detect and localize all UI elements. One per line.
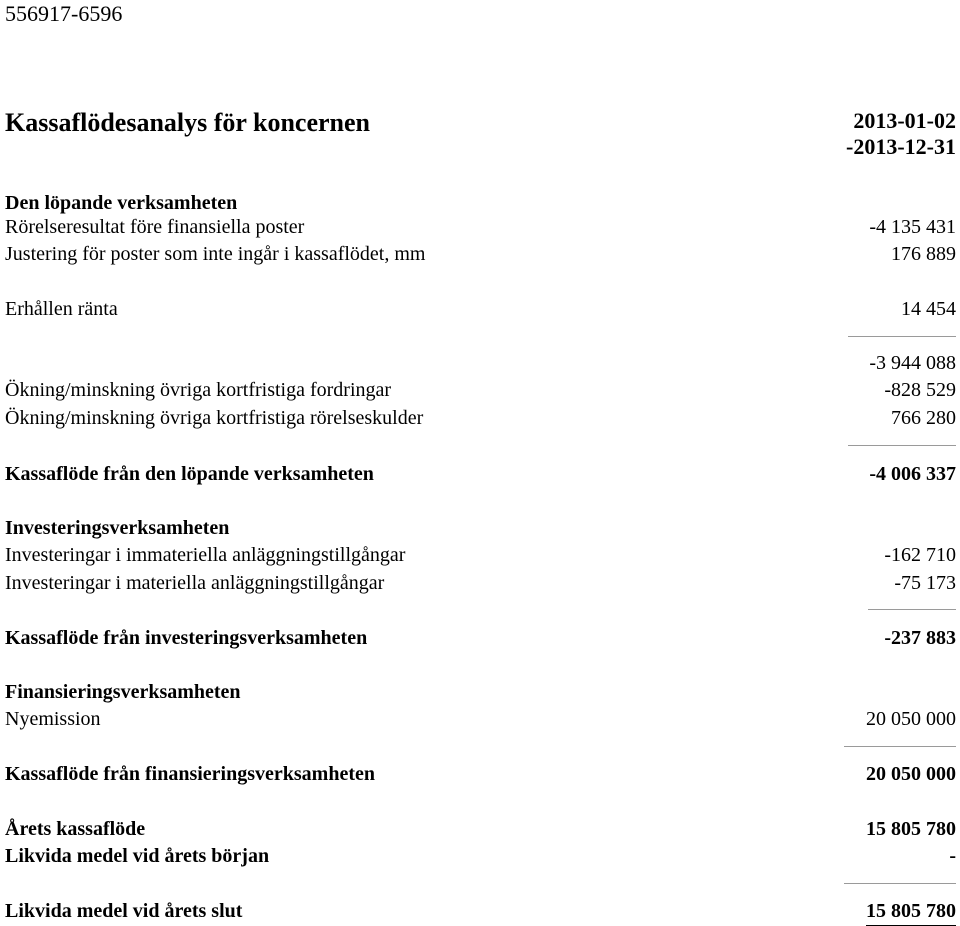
page-title: Kassaflödesanalys för koncernen [5,108,370,137]
row-value: -3 944 088 [869,352,956,374]
period-end: -2013-12-31 [846,134,956,159]
row-label: Erhållen ränta [5,298,118,320]
total-divider [848,445,956,446]
row-value: 20 050 000 [866,763,956,785]
row-operating-result [5,213,956,241]
row-cash-end [5,897,956,925]
row-financing-total [5,760,956,788]
row-label: Rörelseresultat före finansiella poster [5,216,305,238]
row-operating-subtotal [5,349,956,377]
row-label: Årets kassaflöde [5,818,146,840]
row-investing-total [5,624,956,652]
row-operating-total [5,460,956,488]
row-intangible-investments [5,541,956,569]
row-value: -237 883 [884,627,956,649]
row-label: Ökning/minskning övriga kortfristiga rörelseskulder [5,407,424,429]
section-heading-investing: Investeringsverksamheten [5,517,230,539]
row-label: Ökning/minskning övriga kortfristiga fordringar [5,379,392,401]
row-label: Justering för poster som inte ingår i kassaflödet, mm [5,243,426,265]
row-cash-begin [5,842,956,870]
row-new-share-issue [5,705,956,733]
row-value: 20 050 000 [866,708,956,730]
row-value: -828 529 [884,379,956,401]
row-year-cashflow [5,815,956,843]
total-divider [844,883,956,884]
row-value: -4 135 431 [869,216,956,238]
row-value: -162 710 [884,544,956,566]
row-value: -4 006 337 [869,463,956,485]
row-liabilities-change [5,404,956,432]
row-label: Nyemission [5,708,101,730]
subtotal-divider [848,336,956,337]
row-label: Kassaflöde från investeringsverksamheten [5,627,368,649]
org-number: 556917-6596 [5,1,123,26]
row-label: Kassaflöde från finansieringsverksamheten [5,763,375,785]
row-label: Investeringar i materiella anläggningstillgångar [5,572,385,594]
row-value: 15 805 780 [866,818,956,840]
row-value: -75 173 [894,572,956,594]
row-value: 14 454 [901,298,956,320]
row-tangible-investments [5,569,956,597]
total-divider [868,609,956,610]
row-receivables-change [5,376,956,404]
row-value: 176 889 [891,243,956,265]
row-adjustments [5,240,956,268]
row-label: Investeringar i immateriella anläggningstillgångar [5,544,406,566]
row-value: 766 280 [891,407,956,429]
row-label: Kassaflöde från den löpande verksamheten [5,463,374,485]
period-start: 2013-01-02 [853,108,956,133]
period-header [846,108,956,160]
row-value: 15 805 780 [866,897,956,926]
total-divider [844,746,956,747]
row-label: Likvida medel vid årets slut [5,900,243,922]
section-heading-financing: Finansieringsverksamheten [5,681,241,703]
row-value: - [949,845,956,867]
section-heading-operating: Den löpande verksamheten [5,192,238,214]
row-interest-received [5,295,956,323]
row-label: Likvida medel vid årets början [5,845,270,867]
